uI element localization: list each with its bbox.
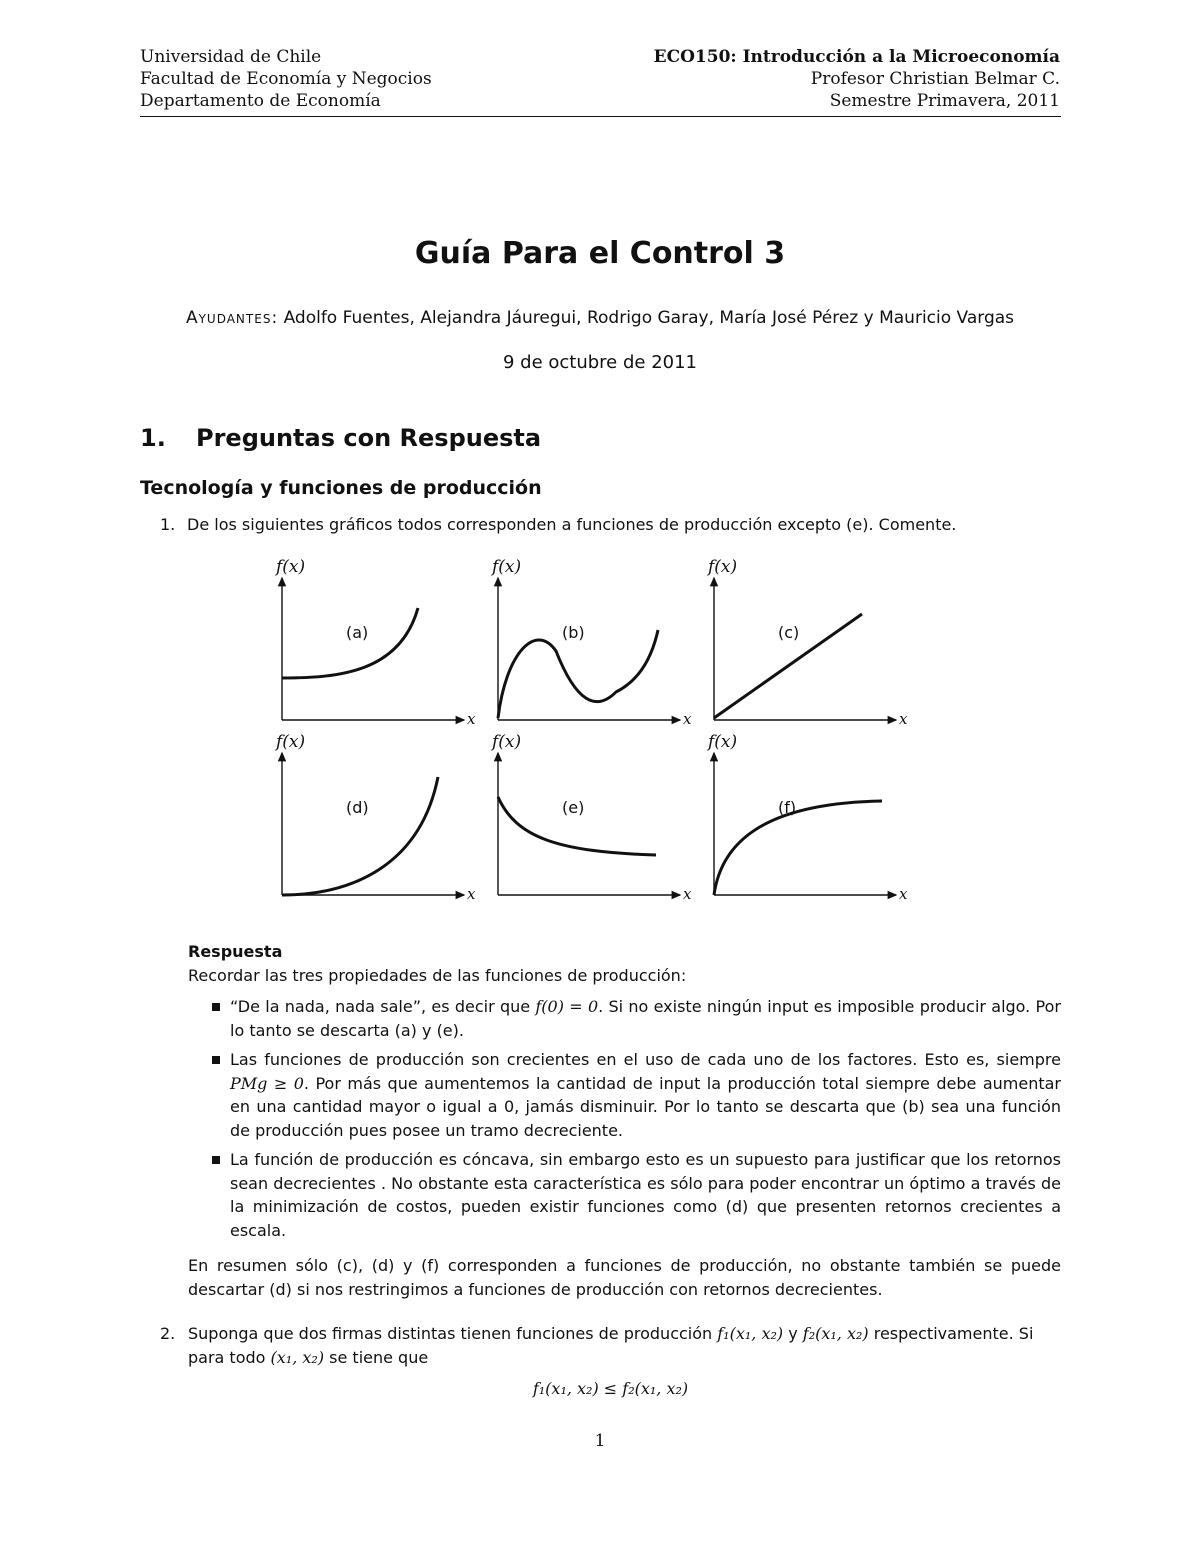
production-curve	[282, 777, 438, 895]
question-2-text: Suponga que dos firmas distintas tienen funciones de producción f₁(x₁, x₂) y f₂(x₁, x₂) respectivamente. Si para todo (x₁, x₂) se tiene que	[188, 1324, 1034, 1367]
professor-name: Profesor Christian Belmar C.	[810, 69, 1060, 89]
question-2	[160, 1322, 1061, 1401]
figure-panel	[706, 732, 908, 903]
production-curve	[498, 630, 658, 718]
authors-line	[0, 308, 1200, 328]
figure-panel	[706, 557, 908, 728]
figure-panel	[274, 732, 476, 903]
production-curve	[282, 608, 418, 678]
question-1-number: 1.	[160, 515, 176, 534]
panel-label: (c)	[778, 623, 800, 642]
y-axis-label: f(x)	[708, 732, 738, 752]
y-axis-label: f(x)	[492, 732, 522, 752]
answer-block	[188, 940, 1061, 1301]
panel-label: (d)	[346, 798, 369, 817]
figure-panel	[490, 557, 692, 728]
authors-names: Adolfo Fuentes, Alejandra Jáuregui, Rodrigo Garay, María José Pérez y Mauricio Vargas	[283, 308, 1015, 328]
panel-label: (a)	[346, 623, 369, 642]
faculty-name: Facultad de Economía y Negocios	[140, 69, 432, 89]
math-f-zero: f(0) = 0	[535, 997, 599, 1016]
authors-label: Ayudantes:	[185, 308, 279, 328]
section-title: Preguntas con Respuesta	[196, 424, 542, 452]
section-number: 1.	[140, 424, 166, 452]
production-function-figures	[260, 552, 930, 904]
panel-label: (b)	[562, 623, 585, 642]
answer-summary: En resumen sólo (c), (d) y (f) corresponden a funciones de producción, no obstante también se puede descartar (d) si nos restringimos a funciones de producción con retornos decrecientes.	[188, 1256, 1061, 1299]
course-name: ECO150: Introducción a la Microeconomía	[653, 47, 1060, 67]
section-heading	[140, 424, 541, 452]
header-rule	[140, 116, 1061, 117]
subsection-heading: Tecnología y funciones de producción	[140, 477, 542, 499]
header-left	[140, 46, 432, 112]
panel-label: (f)	[778, 798, 797, 817]
page-number: 1	[594, 1431, 606, 1451]
x-axis-label: x	[899, 710, 908, 728]
panel-label: (e)	[562, 798, 585, 817]
bullet-square-icon	[212, 1003, 220, 1011]
x-axis-label: x	[899, 885, 908, 903]
header-right	[654, 46, 1060, 112]
answer-intro: Recordar las tres propiedades de las funciones de producción:	[188, 965, 687, 985]
figure-panel	[274, 557, 476, 728]
x-axis-label: x	[683, 885, 692, 903]
university-name: Universidad de Chile	[140, 47, 322, 67]
y-axis-label: f(x)	[492, 557, 522, 577]
document-date: 9 de octubre de 2011	[502, 352, 698, 373]
question-1	[160, 515, 956, 534]
bullet-square-icon	[212, 1156, 220, 1164]
answer-heading: Respuesta	[188, 942, 283, 961]
x-axis-label: x	[467, 885, 476, 903]
production-curve	[714, 801, 882, 895]
bullet-square-icon	[212, 1056, 220, 1064]
list-item: “De la nada, nada sale”, es decir que f(0) = 0. Si no existe ningún input es imposible producir algo. Por lo tanto se descarta (a) y (e).	[188, 995, 1061, 1042]
semester: Semestre Primavera, 2011	[829, 91, 1060, 111]
list-item: La función de producción es cóncava, sin embargo esto es un supuesto para justificar que los retornos sean decrecientes . No obstante esta característica es sólo para poder encontrar un óptimo a través de la minimización de costos, pueden existir funciones como (d) que presenten retornos crecientes a escala.	[188, 1148, 1061, 1242]
y-axis-label: f(x)	[276, 732, 306, 752]
document-title: Guía Para el Control 3	[414, 236, 786, 271]
question-2-number: 2.	[160, 1324, 176, 1343]
y-axis-label: f(x)	[276, 557, 306, 577]
math-pmg: PMg ≥ 0	[230, 1073, 304, 1093]
list-item: Las funciones de producción son crecientes en el uso de cada uno de los factores. Esto es, siempre PMg ≥ 0. Por más que aumentemos la cantidad de input la producción total siempre debe aumentar en una cantidad mayor o igual a 0, jamás disminuir. Por lo tanto se descarta que (b) sea una función de producción pues posee un tramo decreciente.	[188, 1048, 1061, 1142]
properties-list	[188, 995, 1061, 1242]
x-axis-label: x	[467, 710, 476, 728]
figure-panel	[490, 732, 692, 903]
question-2-equation: f₁(x₁, x₂) ≤ f₂(x₁, x₂)	[532, 1379, 689, 1398]
x-axis-label: x	[683, 710, 692, 728]
department-name: Departamento de Economía	[140, 91, 381, 111]
y-axis-label: f(x)	[708, 557, 738, 577]
question-1-text: De los siguientes gráficos todos corresponden a funciones de producción excepto (e). Comente.	[187, 515, 957, 534]
